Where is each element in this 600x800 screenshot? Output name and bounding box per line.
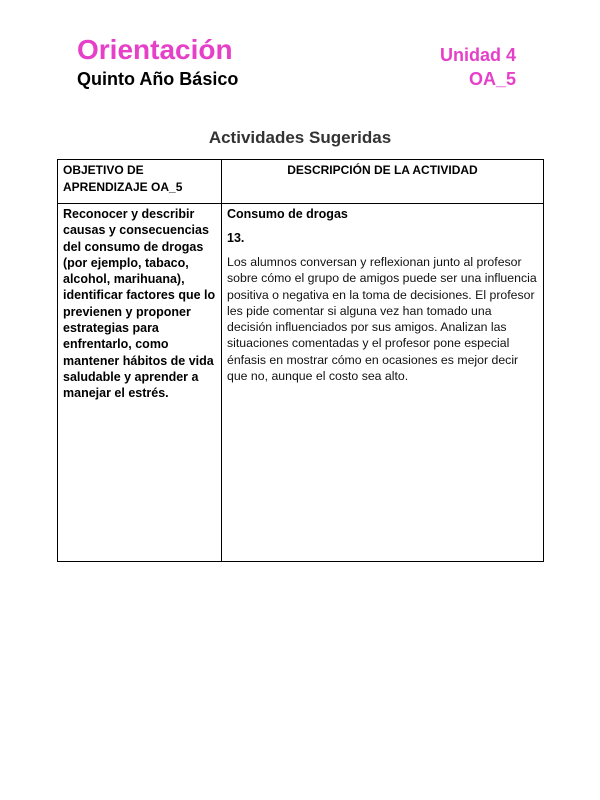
unit-label: Unidad 4: [439, 45, 516, 65]
activity-number: 13.: [227, 231, 245, 245]
description-column-header: DESCRIPCIÓN DE LA ACTIVIDAD: [222, 160, 544, 204]
section-title: Actividades Sugeridas: [208, 128, 392, 147]
table-row: [58, 204, 544, 562]
objective-column-header: OBJETIVO DE APRENDIZAJE OA_5: [58, 160, 222, 204]
table-header-row: [58, 160, 544, 204]
activity-description: Los alumnos conversan y reflexionan junto al profesor sobre cómo el grupo de amigos puede ser una influencia positiva o negativa en la toma de decisiones. El profesor les pide comentar si alguna vez han tomado una decisión influenciados por sus amigos. Analizan las situaciones comentadas y el profesor pone especial énfasis en mostrar cómo en ocasiones es mejor decir que no, aunque el costo sea alto.: [227, 255, 537, 384]
page-title: Orientación: [77, 34, 233, 65]
description-cell: [222, 204, 544, 562]
oa-label: OA_5: [468, 69, 516, 89]
page-subtitle: Quinto Año Básico: [77, 69, 239, 89]
objective-cell: Reconocer y describir causas y consecuencias del consumo de drogas (por ejemplo, tabaco, alcohol, marihuana), identificar factores que lo previenen y proponer estrategias para enfrentarlo, como mantener hábitos de vida saludable y aprender a manejar el estrés.: [58, 204, 222, 562]
activity-title: Consumo de drogas: [227, 207, 348, 221]
activities-table: [57, 159, 544, 562]
